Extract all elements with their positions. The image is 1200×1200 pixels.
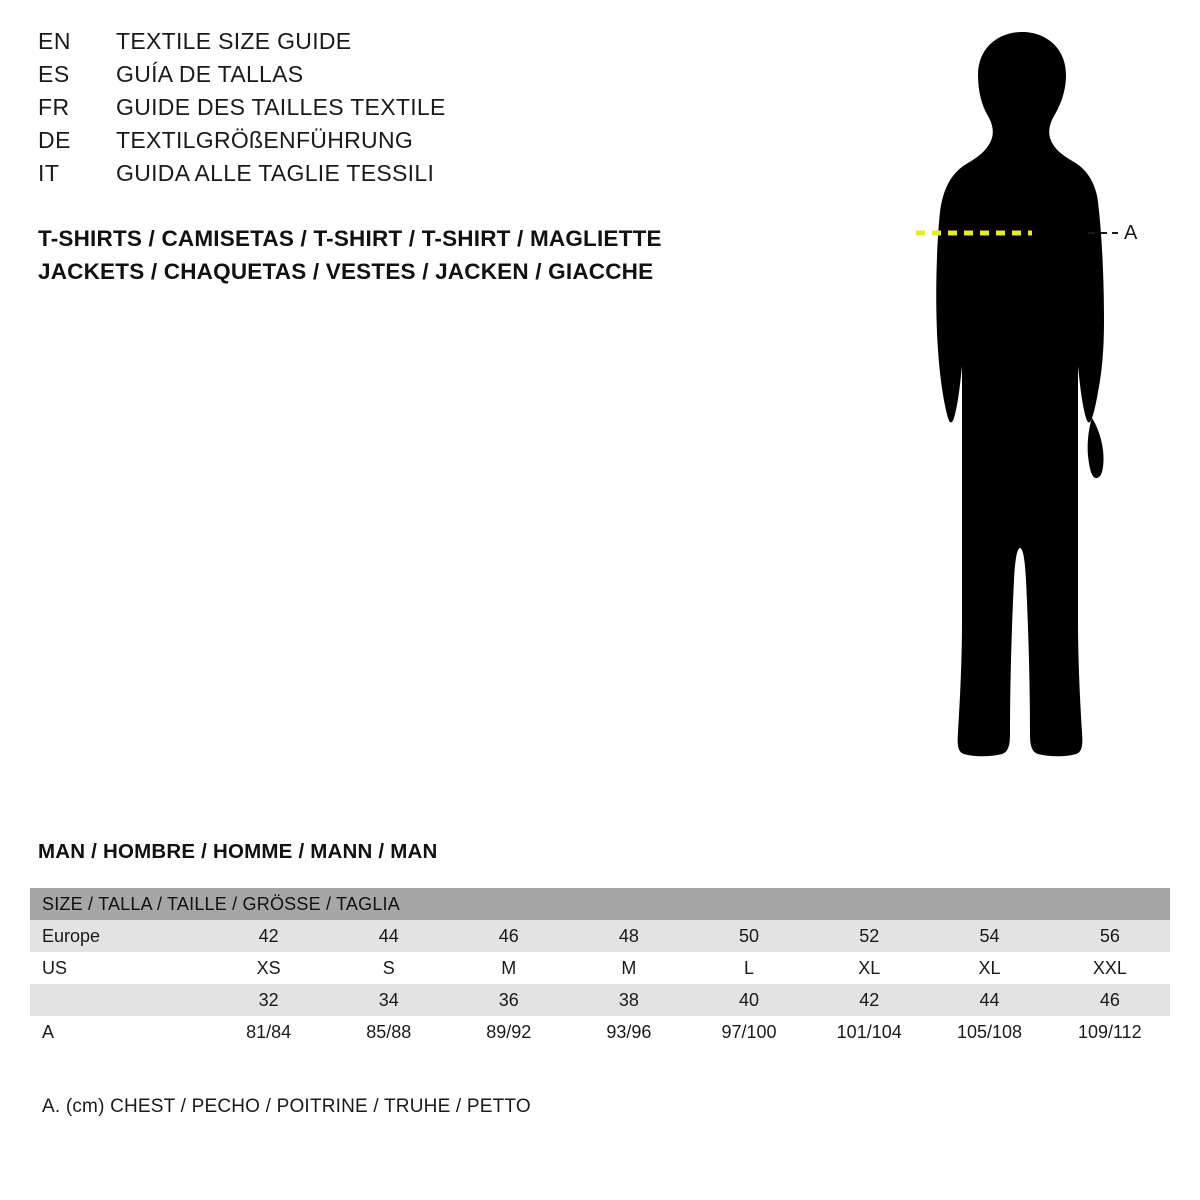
cell: 89/92 (449, 1016, 569, 1048)
footnote-chest: A. (cm) CHEST / PECHO / POITRINE / TRUHE / PETTO (42, 1096, 531, 1117)
table-header-row (30, 888, 1170, 920)
size-table (30, 888, 1170, 1048)
silhouette-shape (936, 32, 1104, 756)
cell: 56 (1050, 920, 1170, 952)
cell: 32 (209, 984, 329, 1016)
cell: 50 (689, 920, 809, 952)
language-row (38, 127, 738, 160)
language-row (38, 61, 738, 94)
cell: M (569, 952, 689, 984)
language-list (38, 28, 738, 193)
row-label (30, 984, 209, 1016)
cell: 42 (809, 984, 929, 1016)
language-code: ES (38, 61, 70, 87)
cell: 36 (449, 984, 569, 1016)
cell: 46 (449, 920, 569, 952)
cell: 40 (689, 984, 809, 1016)
language-code: EN (38, 28, 71, 54)
language-row (38, 94, 738, 127)
language-code: DE (38, 127, 71, 153)
language-row (38, 160, 738, 193)
cell: 85/88 (329, 1016, 449, 1048)
cell: L (689, 952, 809, 984)
cell: 44 (329, 920, 449, 952)
cell: 44 (929, 984, 1049, 1016)
cell: 52 (809, 920, 929, 952)
body-silhouette-figure (830, 20, 1170, 800)
table-row (30, 984, 1170, 1016)
category-jackets: JACKETS / CHAQUETAS / VESTES / JACKEN / GIACCHE (38, 259, 654, 284)
cell: 34 (329, 984, 449, 1016)
table-header-label: SIZE / TALLA / TAILLE / GRÖSSE / TAGLIA (30, 888, 1170, 920)
cell: XXL (1050, 952, 1170, 984)
language-text: TEXTILE SIZE GUIDE (116, 28, 352, 54)
language-row (38, 28, 738, 61)
language-text: GUIDE DES TAILLES TEXTILE (116, 94, 446, 120)
language-text: GUÍA DE TALLAS (116, 61, 304, 87)
row-label: A (30, 1016, 209, 1048)
cell: 54 (929, 920, 1049, 952)
cell: S (329, 952, 449, 984)
cell: 105/108 (929, 1016, 1049, 1048)
language-text: GUIDA ALLE TAGLIE TESSILI (116, 160, 435, 186)
cell: XS (209, 952, 329, 984)
category-list (38, 222, 662, 288)
cell: 38 (569, 984, 689, 1016)
cell: 48 (569, 920, 689, 952)
table-row (30, 952, 1170, 984)
cell: 46 (1050, 984, 1170, 1016)
cell: XL (809, 952, 929, 984)
cell: 81/84 (209, 1016, 329, 1048)
cell: 101/104 (809, 1016, 929, 1048)
row-label: Europe (30, 920, 209, 952)
cell: 42 (209, 920, 329, 952)
cell: 97/100 (689, 1016, 809, 1048)
measure-label-a: A (1124, 222, 1138, 244)
cell: M (449, 952, 569, 984)
table-row (30, 920, 1170, 952)
cell: XL (929, 952, 1049, 984)
cell: 93/96 (569, 1016, 689, 1048)
measure-leader-line (1088, 232, 1118, 234)
language-code: FR (38, 94, 70, 120)
row-label: US (30, 952, 209, 984)
table-row (30, 1016, 1170, 1048)
language-text: TEXTILGRÖßENFÜHRUNG (116, 127, 414, 153)
cell: 109/112 (1050, 1016, 1170, 1048)
category-tshirts: T-SHIRTS / CAMISETAS / T-SHIRT / T-SHIRT / MAGLIETTE (38, 226, 662, 251)
language-code: IT (38, 160, 60, 186)
section-title-man: MAN / HOMBRE / HOMME / MANN / MAN (38, 840, 438, 863)
